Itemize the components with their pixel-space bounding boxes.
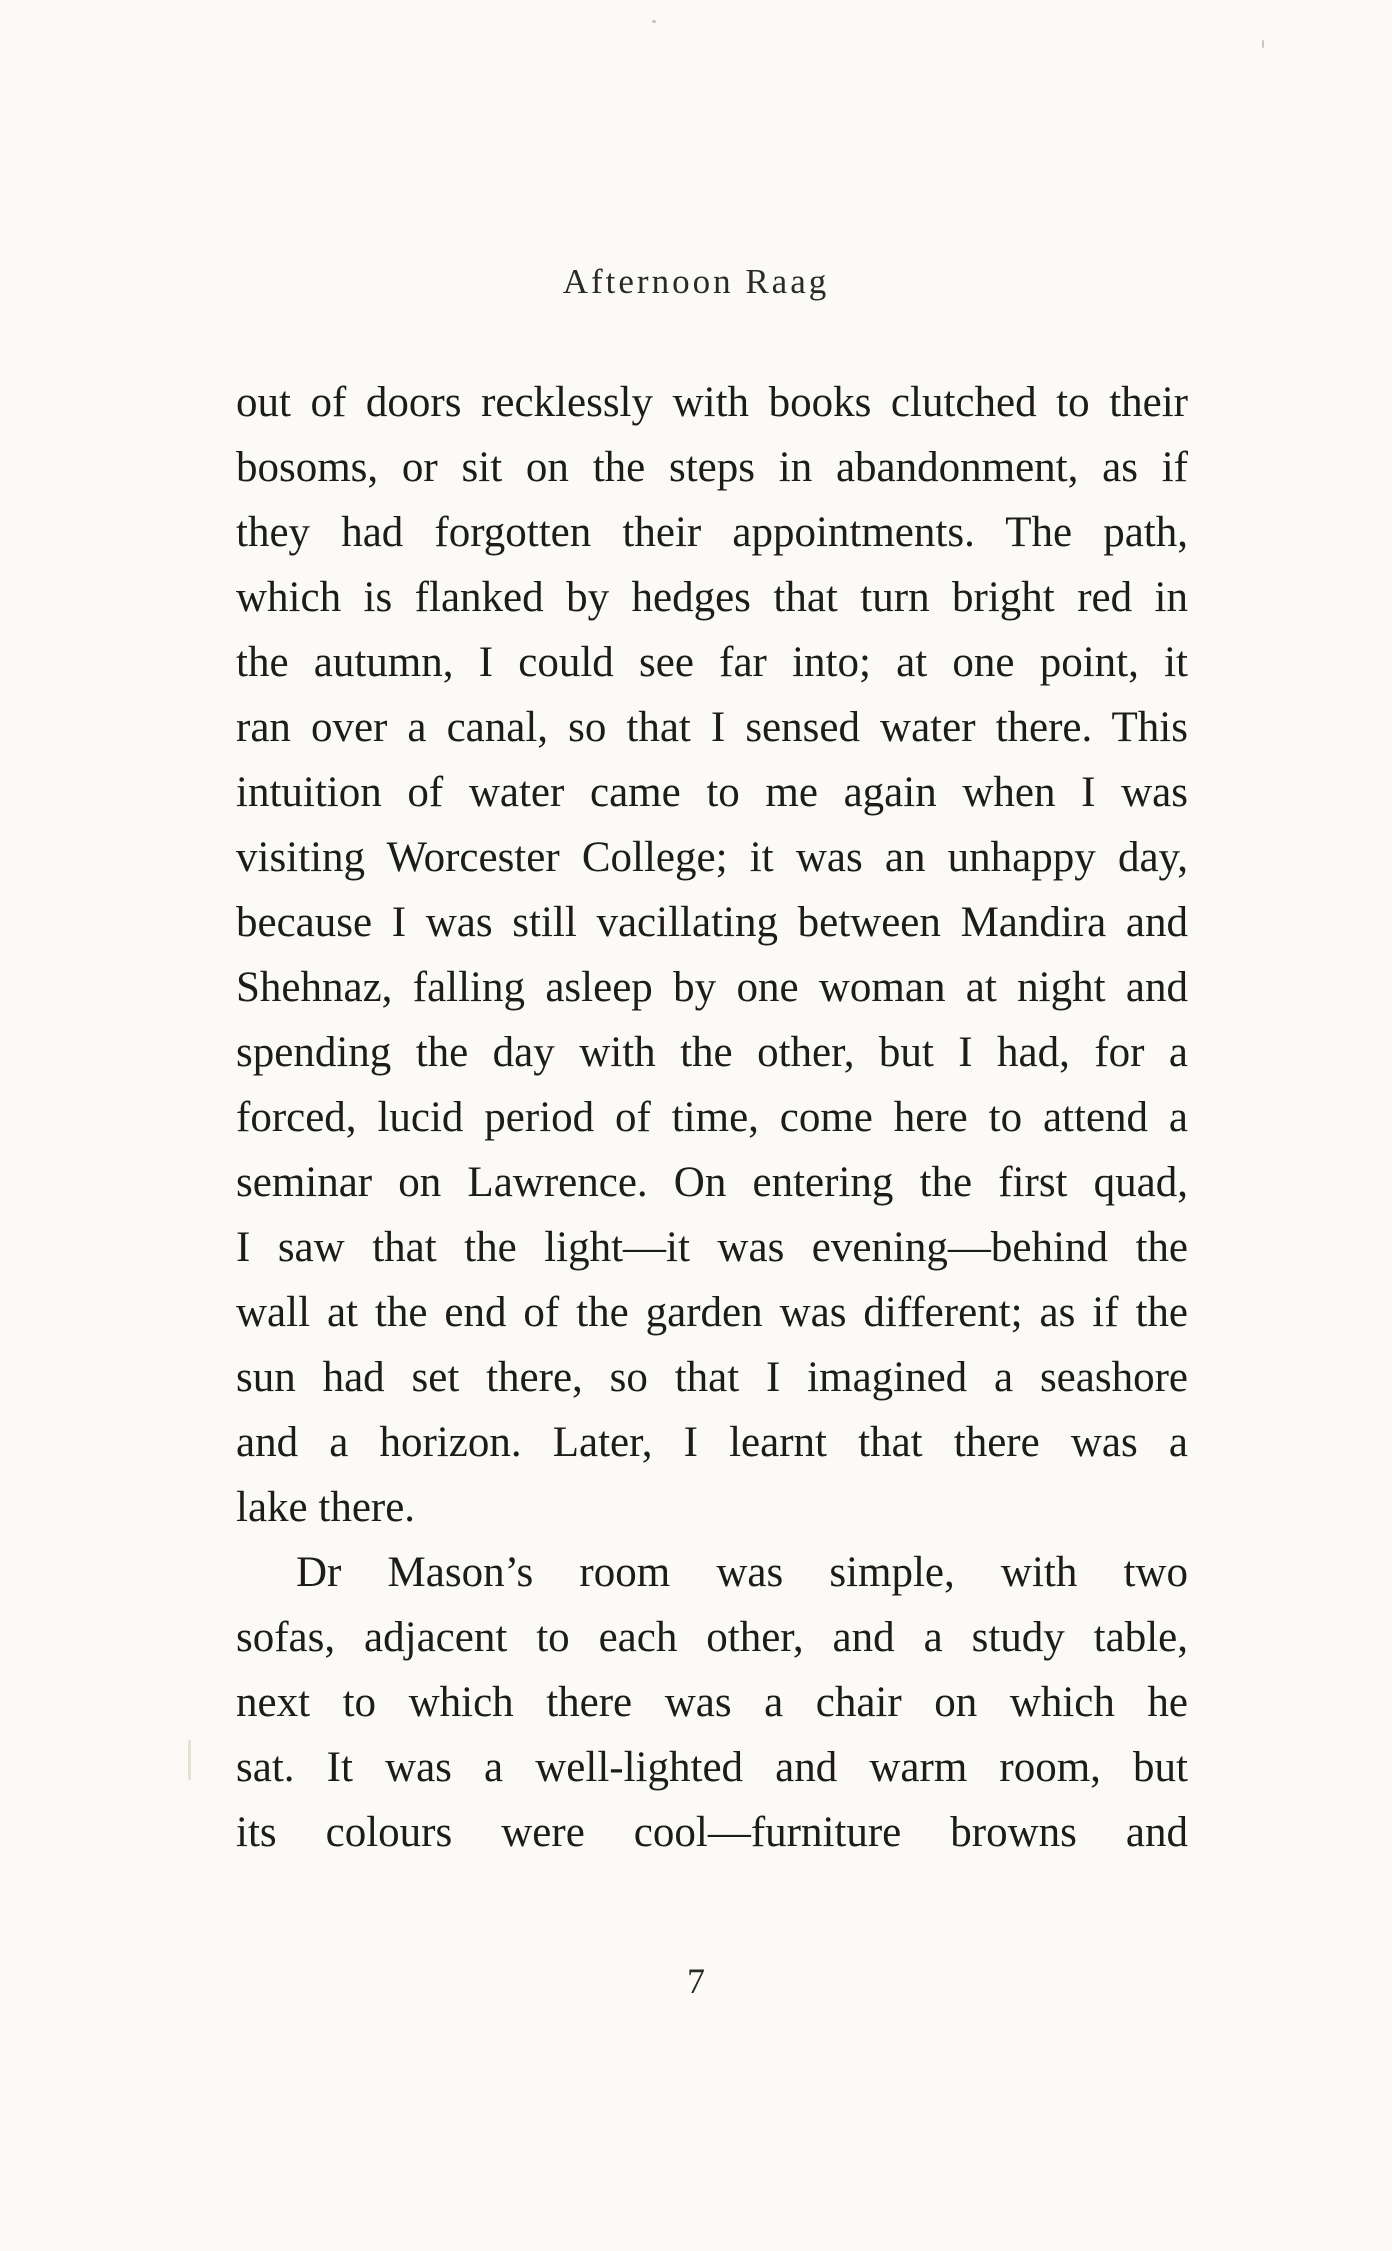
scan-speck (652, 20, 656, 23)
text-line: ran over a canal, so that I sensed water there. This (236, 704, 1188, 751)
text-line: next to which there was a chair on which he (236, 1679, 1188, 1726)
text-line: seminar on Lawrence. On entering the first quad, (236, 1159, 1188, 1206)
text-line: and a horizon. Later, I learnt that there was a (236, 1419, 1188, 1466)
body-text (236, 370, 1188, 1865)
page-number: 7 (687, 1961, 705, 2001)
text-line: they had forgotten their appointments. The path, (236, 509, 1188, 556)
text-line: the autumn, I could see far into; at one point, it (236, 639, 1188, 686)
text-line: wall at the end of the garden was different; as if the (236, 1289, 1188, 1336)
text-line: forced, lucid period of time, come here to attend a (236, 1094, 1188, 1141)
text-line: bosoms, or sit on the steps in abandonment, as if (236, 444, 1188, 491)
text-line: spending the day with the other, but I had, for a (236, 1029, 1188, 1076)
text-line: I saw that the light—it was evening—behind the (236, 1224, 1188, 1271)
text-line: visiting Worcester College; it was an unhappy day, (236, 834, 1188, 881)
text-line: out of doors recklessly with books clutched to their (236, 379, 1188, 426)
text-line: which is flanked by hedges that turn bright red in (236, 574, 1188, 621)
paragraph-end-line: lake there. (236, 1484, 416, 1531)
running-head: Afternoon Raag (562, 262, 830, 301)
text-line: Shehnaz, falling asleep by one woman at night and (236, 964, 1188, 1011)
scan-speck (188, 1740, 191, 1780)
text-line: sat. It was a well-lighted and warm room, but (236, 1744, 1188, 1791)
text-line: intuition of water came to me again when I was (236, 769, 1188, 816)
text-line: sofas, adjacent to each other, and a study table, (236, 1614, 1188, 1661)
text-line: because I was still vacillating between Mandira and (236, 899, 1188, 946)
paragraph-start-line: Dr Mason’s room was simple, with two (296, 1549, 1188, 1596)
scan-speck (1262, 40, 1264, 48)
text-line: its colours were cool—furniture browns and (236, 1809, 1188, 1856)
text-line: sun had set there, so that I imagined a seashore (236, 1354, 1188, 1401)
